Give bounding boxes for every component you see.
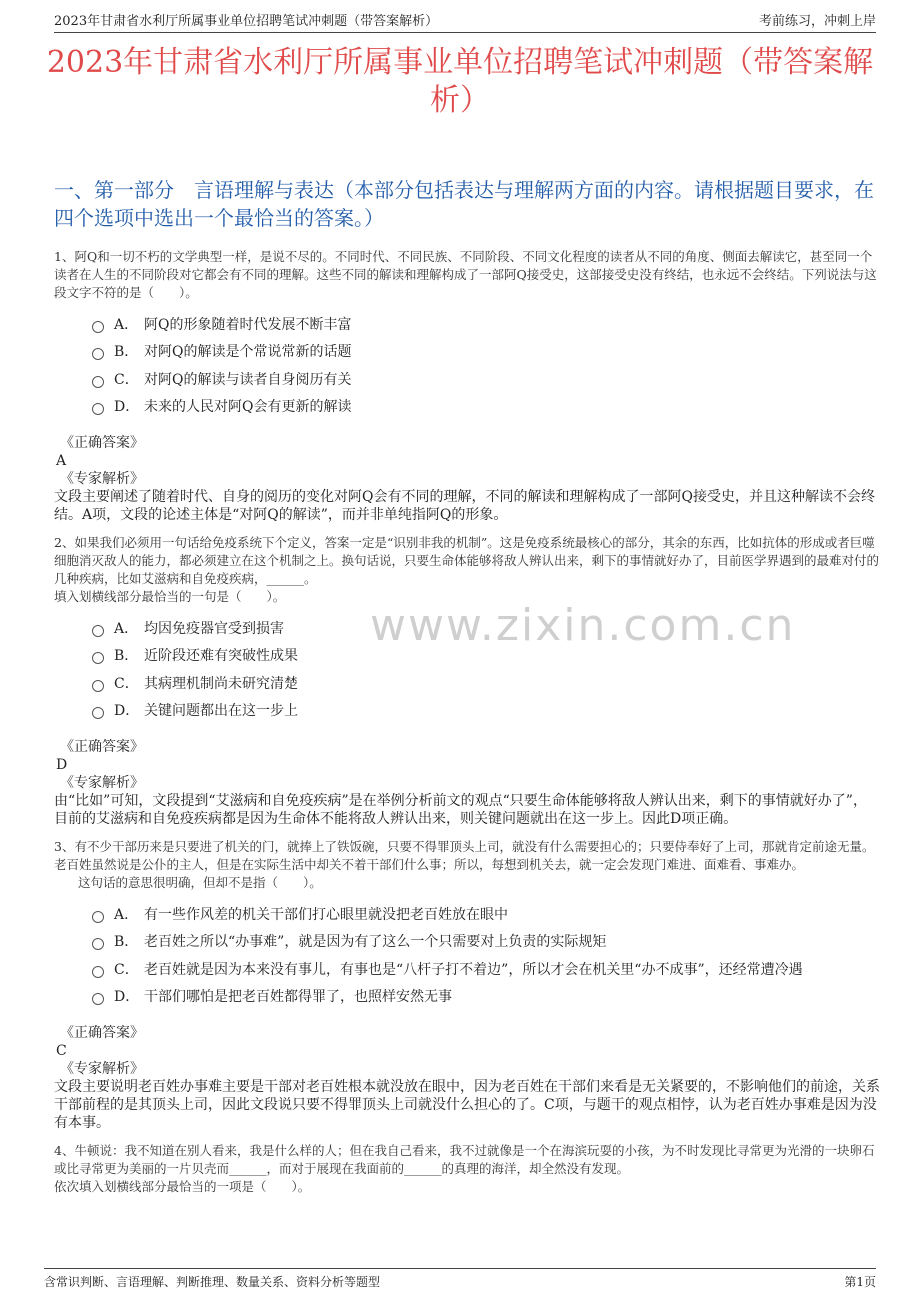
option-letter: A． [114,906,139,923]
radio-icon[interactable] [92,348,104,360]
option-letter: A． [114,316,139,333]
option-letter: C． [114,961,139,978]
radio-icon[interactable] [92,993,104,1005]
page-header [54,10,876,33]
answer-label: 《正确答案》 [60,1025,144,1041]
option-text: 老百姓就是因为本来没有事儿，有事也是“八杆子打不着边”，所以才会在机关里“办不成事”，还经常遭冷遇 [144,961,803,978]
stem-text: 4、牛顿说：我不知道在别人看来，我是什么样的人；但在我自己看来，我不过就像是一个在海滨玩耍的小孩，为不时发现比寻常更为光滑的一块卵石或比寻常更为美丽的一片贝壳而______，而对于展现在我面前的______的真理的海洋，却全然没有发现。 [54,1143,875,1176]
page-number: 第1页 [844,1275,876,1289]
footer-left-text: 含常识判断、言语理解、判断推理、数量关系、资料分析等题型 [44,1275,381,1289]
header-left-text: 2023年甘肃省水利厅所属事业单位招聘笔试冲刺题（带答案解析） [54,14,439,29]
option-b[interactable] [92,642,880,670]
question-4 [54,1142,880,1196]
radio-icon[interactable] [92,652,104,664]
answer-block [54,1024,880,1132]
option-text: 对阿Q的解读与读者自身阅历有关 [144,371,352,388]
option-a[interactable] [92,614,880,642]
option-letter: B． [114,648,139,665]
option-letter: D． [114,399,140,416]
option-text: 关键问题都出在这一步上 [144,703,298,720]
stem-prompt: 填入划横线部分最恰当的一句是（ ）。 [54,589,286,604]
radio-icon[interactable] [92,376,104,388]
answer-label: 《正确答案》 [60,435,144,451]
header-right-text: 考前练习，冲刺上岸 [758,14,876,29]
option-list [92,310,880,420]
option-text: 有一些作风差的机关干部们打心眼里就没把老百姓放在眼中 [144,906,508,923]
radio-icon[interactable] [92,707,104,719]
option-text: 对阿Q的解读是个常说常新的话题 [144,344,352,361]
radio-icon[interactable] [92,625,104,637]
option-d[interactable] [92,983,880,1011]
radio-icon[interactable] [92,403,104,415]
option-letter: D． [114,703,140,720]
option-letter: B． [114,344,139,361]
stem-text: 2、如果我们必须用一句话给免疫系统下个定义，答案一定是“识别非我的机制”。这是免疫系统最核心的部分，其余的东西，比如抗体的形成或者巨噬细胞消灭敌人的能力，都必须建立在这个机制之上。换句话说，只要生命体能够将敌人辨认出来，剩下的事情就好办了，目前医学界遇到的最难对付的几种疾病，比如艾滋病和自免疫疾病，______。 [54,535,880,586]
radio-icon[interactable] [92,680,104,692]
question-3 [54,838,880,1132]
option-text: 均因免疫器官受到损害 [144,620,284,637]
radio-icon[interactable] [92,321,104,333]
option-c[interactable] [92,669,880,697]
option-list [92,900,880,1010]
option-b[interactable] [92,928,880,956]
question-list [54,248,880,1206]
answer-block [54,738,880,828]
option-text: 未来的人民对阿Q会有更新的解读 [144,399,352,416]
option-letter: D． [114,989,140,1006]
option-text: 近阶段还难有突破性成果 [144,648,298,665]
radio-icon[interactable] [92,938,104,950]
analysis-label: 《专家解析》 [60,775,144,791]
option-a[interactable] [92,310,880,338]
question-stem [54,534,880,606]
option-text: 干部们哪怕是把老百姓都得罪了，也照样安然无事 [144,989,452,1006]
option-letter: B． [114,934,139,951]
question-stem [54,1142,880,1196]
stem-prompt: 这句话的意思很明确，但却不是指（ ）。 [78,875,322,890]
analysis-label: 《专家解析》 [60,1061,144,1077]
answer-block [54,434,880,524]
stem-text: 1、阿Q和一切不朽的文学典型一样，是说不尽的。不同时代、不同民族、不同阶段、不同文化程度的读者从不同的角度、侧面去解读它，甚至同一个读者在人生的不同阶段对它都会有不同的理解。这些不同的解读和理解构成了一部阿Q接受史，这部接受史没有终结，也永远不会终结。下列说法与这段文字不符的是（ ）。 [54,249,877,300]
analysis-text: 文段主要说明老百姓办事难主要是干部对老百姓根本就没放在眼中，因为老百姓在干部们来看是无关紧要的，不影响他们的前途，关系干部前程的是其顶头上司，因此文段说只要不得罪顶头上司就没什么担心的了。C项，与题干的观点相悖，认为老百姓办事难是因为没有本事。 [54,1079,880,1131]
stem-prompt: 依次填入划横线部分最恰当的一项是（ ）。 [54,1179,311,1194]
question-2 [54,534,880,828]
answer-value: C [56,1043,67,1059]
option-text: 阿Q的形象随着时代发展不断丰富 [144,316,352,333]
section-heading: 一、第一部分 言语理解与表达（本部分包括表达与理解两方面的内容。请根据题目要求，在四个选项中选出一个最恰当的答案。） [54,178,874,230]
page-footer [44,1268,876,1290]
option-c[interactable] [92,365,880,393]
answer-label: 《正确答案》 [60,739,144,755]
radio-icon[interactable] [92,966,104,978]
option-c[interactable] [92,955,880,983]
answer-value: A [56,453,67,469]
question-stem [54,838,880,892]
option-letter: C． [114,675,139,692]
option-letter: C． [114,371,139,388]
option-d[interactable] [92,697,880,725]
option-text: 其病理机制尚未研究清楚 [144,675,298,692]
option-a[interactable] [92,900,880,928]
question-1 [54,248,880,524]
stem-text: 3、有不少干部历来是只要进了机关的门，就捧上了铁饭碗，只要不得罪顶头上司，就没有什么需要担心的；只要侍奉好了上司，那就肯定前途无量。老百姓虽然说是公仆的主人，但是在实际生活中却关不着干部们什么事；所以，每想到机关去，就一定会发现门难进、面难看、事难办。 [54,839,875,872]
analysis-text: 文段主要阐述了随着时代、自身的阅历的变化对阿Q会有不同的理解，不同的解读和理解构成了一部阿Q接受史，并且这种解读不会终结。A项，文段的论述主体是“对阿Q的解读”，而并非单纯指阿Q的形象。 [54,489,875,523]
analysis-text: 由“比如”可知，文段提到“艾滋病和自免疫疾病”是在举例分析前文的观点“只要生命体能够将敌人辨认出来，剩下的事情就好办了”，目前的艾滋病和自免疫疾病都是因为生命体不能将敌人辨认出来，则关键问题就出在这一步上。因此D项正确。 [54,793,867,827]
option-b[interactable] [92,338,880,366]
answer-value: D [56,757,68,773]
option-list [92,614,880,724]
question-stem [54,248,880,302]
option-text: 老百姓之所以“办事难”，就是因为有了这么一个只需要对上负责的实际规矩 [144,934,607,951]
analysis-label: 《专家解析》 [60,471,144,487]
watermark: www.zixin.com.cn [370,600,796,651]
radio-icon[interactable] [92,911,104,923]
document-title: 2023年甘肃省水利厅所属事业单位招聘笔试冲刺题（带答案解析） [46,45,874,118]
option-letter: A． [114,620,139,637]
option-d[interactable] [92,393,880,421]
